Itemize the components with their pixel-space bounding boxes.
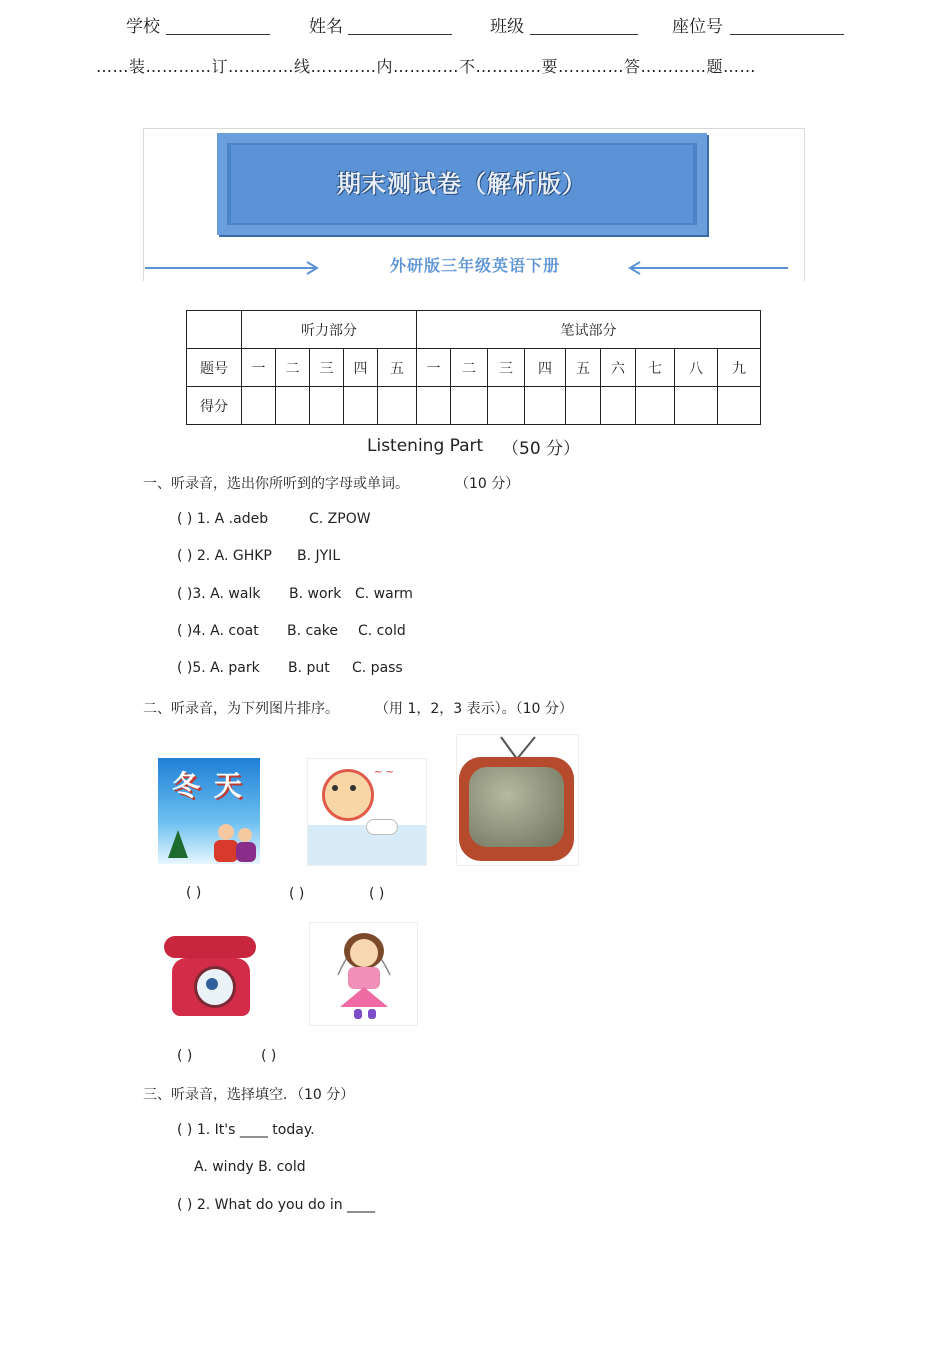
score-cell[interactable]	[488, 387, 525, 425]
section2-heading: 二、听录音，为下列图片排序。	[143, 701, 339, 717]
order-blank[interactable]: ( )	[289, 886, 305, 902]
option-b: B. put	[288, 660, 330, 676]
exam-title: 期末测试卷（解析版）	[337, 170, 587, 198]
col-number: 一	[417, 349, 451, 387]
question-prefix: ( ) 1. A .adeb	[177, 511, 269, 527]
shoe-icon	[354, 1009, 362, 1019]
school-label: 学校	[126, 17, 160, 37]
seat-blank[interactable]	[730, 34, 844, 35]
option-c: C. cold	[358, 623, 406, 639]
girl-face-icon	[350, 939, 378, 967]
child-coat-icon	[214, 840, 238, 862]
col-number: 五	[566, 349, 601, 387]
order-blank[interactable]: ( )	[369, 886, 385, 902]
question-item	[177, 511, 371, 527]
child-coat-icon	[236, 842, 256, 862]
col-number: 二	[276, 349, 310, 387]
listening-part-points: （50 分）	[502, 439, 581, 459]
class-blank[interactable]	[530, 34, 638, 35]
question-prefix: ( ) 2. A. GHKP	[177, 548, 272, 564]
option-c: C. warm	[355, 586, 413, 602]
skipping-girl-picture-icon	[309, 922, 418, 1026]
eye-icon	[350, 785, 356, 791]
swimming-girl-picture-icon	[307, 758, 427, 866]
left-arrow-icon	[145, 260, 321, 276]
col-number: 六	[601, 349, 636, 387]
table-corner	[187, 311, 242, 349]
television-picture-icon	[456, 734, 579, 866]
winter-text: 冬 天	[172, 769, 244, 802]
exam-subtitle: 外研版三年级英语下册	[389, 256, 560, 275]
listening-header: 听力部分	[242, 311, 417, 349]
col-number: 五	[378, 349, 417, 387]
child-icon	[218, 824, 234, 840]
girl-face-icon	[322, 769, 374, 821]
question-item: ( ) 2. What do you do in ____	[177, 1197, 376, 1213]
question-item	[177, 660, 403, 676]
score-cell[interactable]	[601, 387, 636, 425]
col-number: 一	[242, 349, 276, 387]
question-prefix: ( )4. A. coat	[177, 623, 259, 639]
school-blank[interactable]	[166, 34, 270, 35]
question-prefix: ( )3. A. walk	[177, 586, 261, 602]
col-number: 三	[488, 349, 525, 387]
col-number: 八	[675, 349, 718, 387]
col-number: 四	[344, 349, 378, 387]
shoe-icon	[368, 1009, 376, 1019]
writing-header: 笔试部分	[417, 311, 761, 349]
tree-icon	[168, 830, 188, 858]
winter-picture-icon	[158, 758, 260, 864]
eye-icon	[332, 785, 338, 791]
question-options: A. windy B. cold	[194, 1159, 306, 1175]
section2-note: （用 1，2，3 表示）。（10 分）	[375, 701, 573, 717]
class-label: 班级	[490, 17, 524, 37]
score-cell[interactable]	[636, 387, 675, 425]
col-number: 四	[525, 349, 566, 387]
right-arrow-icon	[628, 260, 790, 276]
doodle-icon: ~ ~	[374, 767, 394, 778]
girl-skirt-icon	[340, 987, 388, 1007]
name-blank[interactable]	[348, 34, 452, 35]
bunny-icon	[366, 819, 398, 835]
tv-screen-icon	[469, 767, 564, 847]
section1-heading: 一、听录音，选出你所听到的字母或单词。	[143, 476, 409, 492]
option-b: B. work	[289, 586, 342, 602]
question-item	[177, 548, 340, 564]
question-item	[177, 623, 406, 639]
score-cell[interactable]	[525, 387, 566, 425]
section3-heading: 三、听录音，选择填空．（10 分）	[143, 1087, 355, 1103]
col-number: 三	[310, 349, 344, 387]
option-c: C. ZPOW	[309, 511, 371, 527]
col-number: 七	[636, 349, 675, 387]
order-blank[interactable]: ( )	[177, 1048, 193, 1064]
score-cell[interactable]	[718, 387, 761, 425]
order-blank[interactable]: ( )	[186, 885, 202, 901]
child-icon	[238, 828, 252, 842]
option-b: B. cake	[287, 623, 339, 639]
question-item	[177, 586, 413, 602]
question-prefix: ( )5. A. park	[177, 660, 260, 676]
order-blank[interactable]: ( )	[261, 1048, 277, 1064]
option-c: C. pass	[352, 660, 403, 676]
telephone-picture-icon	[158, 932, 262, 1024]
section1-points: （10 分）	[455, 476, 520, 492]
binding-line: ……装…………订…………线…………内…………不…………要…………答…………题……	[96, 57, 757, 76]
name-label: 姓名	[309, 17, 343, 37]
col-number: 二	[451, 349, 488, 387]
score-cell[interactable]	[566, 387, 601, 425]
option-b: B. JYIL	[297, 548, 341, 564]
score-cell[interactable]	[675, 387, 718, 425]
girl-top-icon	[348, 967, 380, 989]
score-cell[interactable]	[242, 387, 276, 425]
dial-center-icon	[206, 978, 218, 990]
col-number: 九	[718, 349, 761, 387]
score-table	[186, 310, 761, 425]
row-number-label: 题号	[187, 349, 242, 387]
question-item: ( ) 1. It's ____ today.	[177, 1122, 315, 1138]
handset-icon	[164, 936, 256, 958]
score-cell[interactable]	[344, 387, 378, 425]
row-score-label: 得分	[187, 387, 242, 425]
seat-label: 座位号	[672, 17, 723, 37]
score-cell[interactable]	[276, 387, 310, 425]
score-cell[interactable]	[417, 387, 451, 425]
score-cell[interactable]	[310, 387, 344, 425]
score-cell[interactable]	[378, 387, 417, 425]
score-cell[interactable]	[451, 387, 488, 425]
listening-part-title: Listening Part	[367, 436, 484, 456]
